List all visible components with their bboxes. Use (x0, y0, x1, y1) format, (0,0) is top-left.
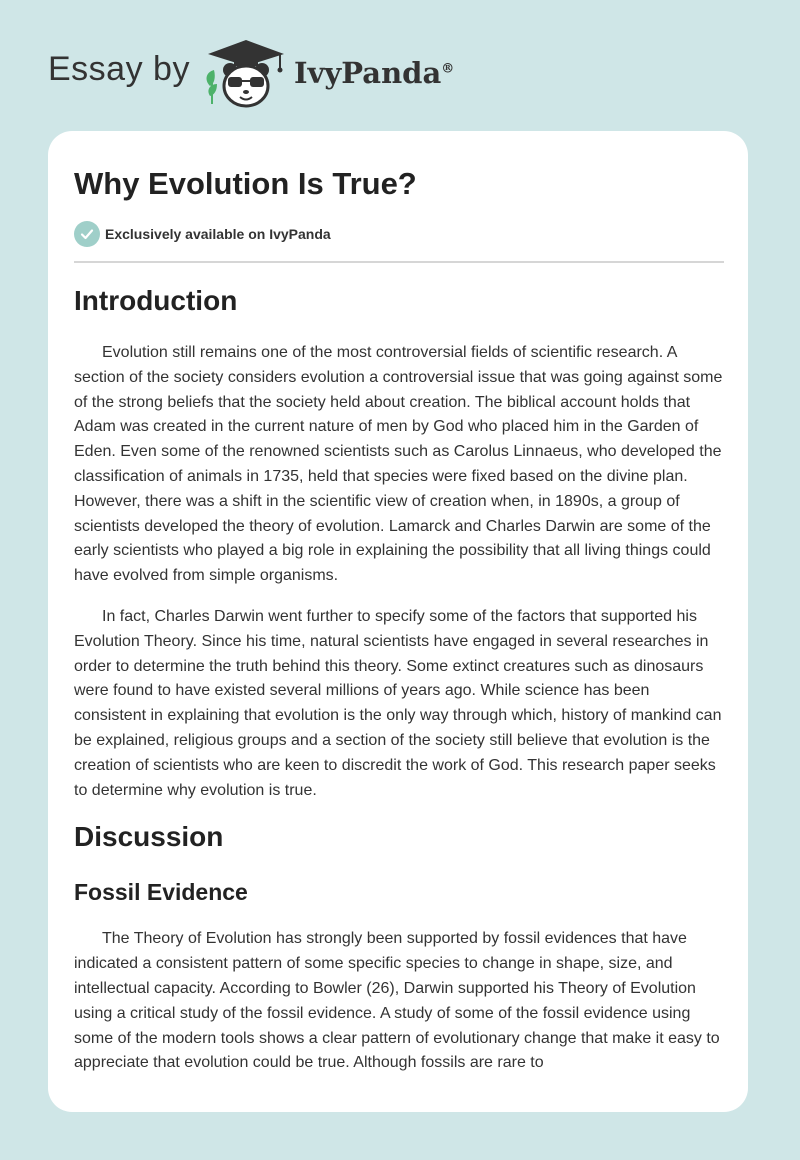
check-icon (74, 221, 100, 247)
brand-prefix: Essay by (48, 50, 190, 88)
essay-card (48, 131, 748, 1112)
panda-graduate-icon[interactable] (200, 36, 292, 112)
badge-label: Exclusively available on IvyPanda (105, 226, 331, 242)
registered-mark: ® (441, 61, 455, 77)
paragraph: The Theory of Evolution has strongly been supported by fossil evidences that have indicated a consistent pattern of some specific species to change in shape, size, and intellectual capacity. According to Bowler (26), Darwin supported his Theory of Evolution using a critical study of the fossil evidence. A study of some of the fossil evidence using some of the modern tools shows a clear pattern of evolutionary change that make it easy to appreciate that evolution could be true. Although fossils are rare to (74, 930, 720, 1072)
exclusive-badge (74, 221, 331, 247)
essay-body (74, 283, 724, 1092)
subsection-heading-fossil-evidence: Fossil Evidence (74, 879, 248, 906)
paragraph: In fact, Charles Darwin went further to specify some of the factors that supported his Evolution Theory. Since his time, natural scientists have engaged in several researches in order to determine the truth behind this theory. Some extinct creatures such as dinosaurs were found to have existed several millions of years ago. While science has been consistent in explaining that evolution is the only way through which, history of mankind can be explained, religious groups and a section of the society still believe that evolution is the creation of scientists who are keen to discredit the work of God. This research paper seeks to determine why evolution is true. (74, 607, 722, 799)
paragraph: Evolution still remains one of the most controversial fields of scientific research. A section of the society considers evolution a controversial issue that was going against some of the strong beliefs that the society held about creation. The biblical account holds that Adam was created in the current nature of men by God who placed him in the Garden of Eden. Even some of the renowned scientists such as Carolus Linnaeus, who developed the classification of animals in 1735, held that species were fixed based on the divine plan. However, there was a shift in the scientific view of creation when, in 1890s, a group of scientists developed the theory of evolution. Lamarck and Charles Darwin are some of the early scientists who played a big role in explaining the possibility that all living things could have evolved from simple organisms. (74, 344, 723, 585)
section-heading-discussion: Discussion (74, 821, 224, 853)
brand-name[interactable]: IvyPanda® (294, 56, 455, 90)
site-header (0, 0, 800, 130)
divider (74, 261, 724, 263)
page-title: Why Evolution Is True? (74, 166, 417, 201)
section-heading-introduction: Introduction (74, 285, 238, 316)
